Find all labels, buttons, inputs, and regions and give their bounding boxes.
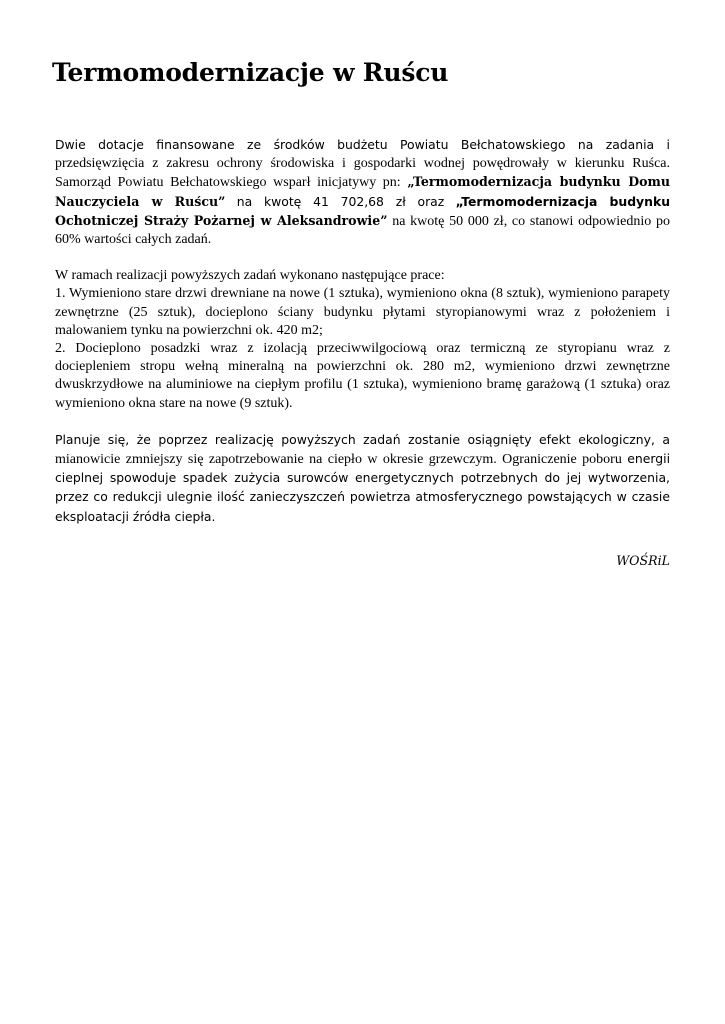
project-osp-part2: Ochotniczej Straży Pożarnej w Aleksandrowie”	[55, 212, 388, 228]
paragraph-dotacje-line2: przedsięwzięcia z zakresu ochrony środowiska i gospodarki wodnej powędrowały w kierunku Ruśca. Samorząd Powiatu Bełchatowskiego wsparł inicjatywy pn:	[55, 156, 670, 191]
project-osp-part1: „Termomodernizacja budynku	[455, 193, 671, 209]
paragraph-efekt	[55, 431, 670, 527]
paragraph-efekt-part3: energii cieplnej spowoduje spadek zużycia surowców energetycznych potrzebnych do jej wytworzenia, przez co redukcji ulegnie ilość zanieczyszczeń powietrza atmosferycznego powstających w czasie eksploatacji źródła ciepła.	[55, 451, 671, 524]
paragraph-dotacje-intro: Dwie dotacje finansowane ze środków budżetu Powiatu Bełchatowskiego na zadania i	[55, 137, 670, 152]
paragraph-dotacje-tail: na kwotę 50 000 zł, co stanowi odpowiednio po 60% wartości całych zadań.	[55, 213, 671, 248]
paragraph-efekt-part2: mianowicie zmniejszy się zapotrzebowanie na ciepło w okresie grzewczym. Ograniczenie poboru	[55, 452, 622, 468]
paragraph-prace	[55, 267, 670, 413]
signature: WOŚRiL	[616, 553, 670, 568]
project-dom-nauczyciela: „Termomodernizacja budynku Domu Nauczyciela w Ruścu”	[55, 174, 670, 209]
amount-1: na kwotę 41 702,68 zł oraz	[236, 193, 445, 209]
list-item-2: 2. Docieplono posadzki wraz z izolacją przeciwwilgociową oraz termiczną ze styropianu wraz z dociepleniem stropu wełną mineralną na powierzchni ok. 280 m2, wymieniono drzwi zewnętrzne dwuskrzydłowe na aluminiowe na ciepłym profilu (1 sztuka), wymieniono bramę garażową (1 sztuka) oraz wymieniono okna stare na nowe (9 sztuk).	[55, 341, 670, 411]
article-body	[55, 136, 670, 545]
list-item-1: 1. Wymieniono stare drzwi drewniane na nowe (1 sztuka), wymieniono okna (8 sztuk), wymieniono parapety zewnętrzne (25 sztuk), docieplono ściany budynku płytami styropianowymi wraz z położeniem i malowaniem tynku na powierzchni ok. 420 m2;	[55, 286, 670, 338]
paragraph-dotacje	[55, 136, 670, 249]
page-title: Termomodernizacje w Ruścu	[52, 58, 449, 87]
paragraph-efekt-part1: Planuje się, że poprzez realizację powyższych zadań zostanie osiągnięty efekt ekologiczny, a	[55, 431, 670, 447]
paragraph-prace-intro: W ramach realizacji powyższych zadań wykonano następujące prace:	[55, 268, 445, 284]
